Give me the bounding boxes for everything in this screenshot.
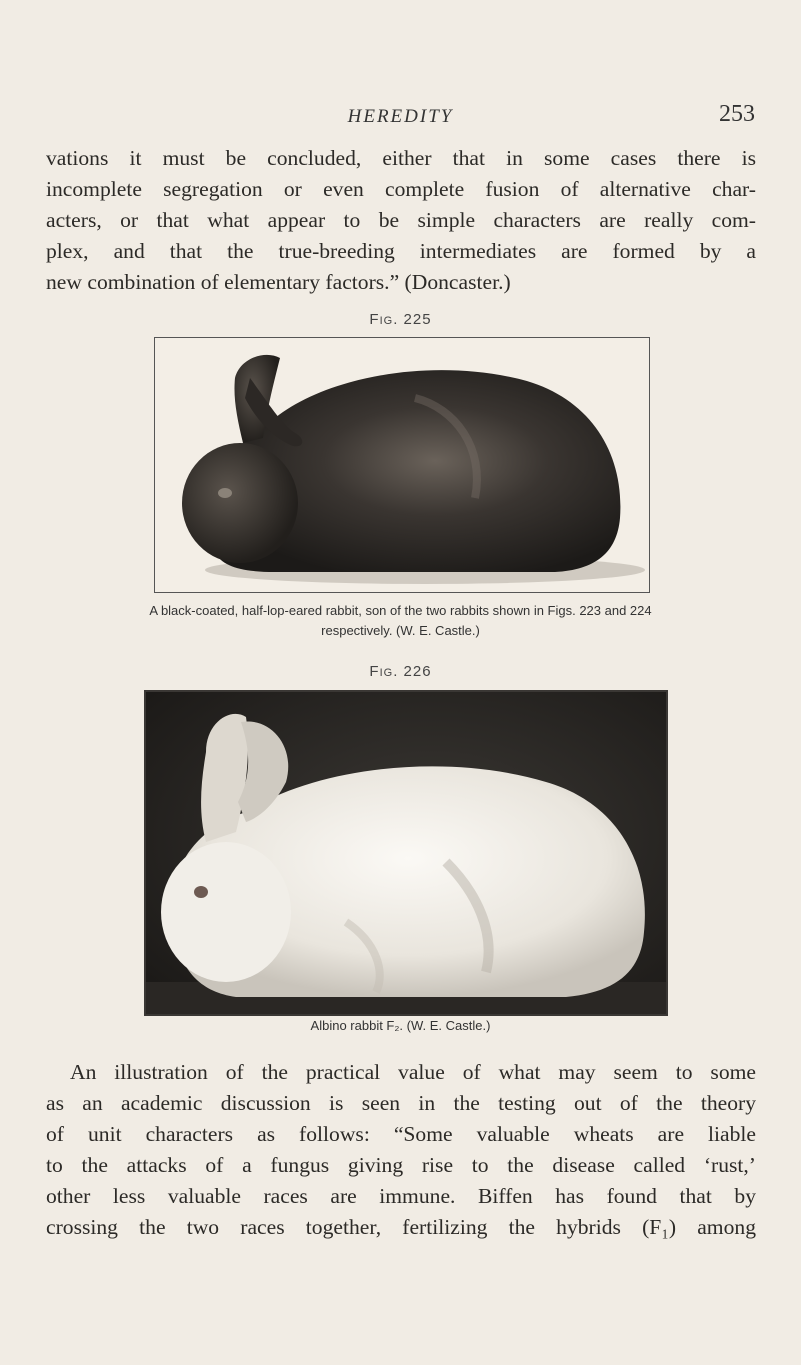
figure-label: Fig. 225 [369, 311, 432, 328]
page-number: 253 [719, 101, 755, 127]
text-line: plex, and that the true-breeding intermediates are formed by a [46, 239, 756, 263]
text-line: as an academic discussion is seen in the testing out of the theory [46, 1091, 756, 1115]
text-line: acters, or that what appear to be simple characters are really com- [46, 208, 756, 232]
figure-caption [70, 1016, 731, 1036]
running-title: HEREDITY [347, 106, 454, 127]
caption-line: Albino rabbit F₂. (W. E. Castle.) [310, 1018, 491, 1033]
albino-rabbit-image [146, 692, 666, 1014]
caption-line: A black-coated, half-lop-eared rabbit, son of the two rabbits shown in Figs. 223 and 224 [149, 603, 652, 618]
top-paragraph [46, 143, 756, 298]
text-line: vations it must be concluded, either that in some cases there is [46, 146, 756, 170]
figure-photo-albino-rabbit [144, 690, 668, 1016]
text-line: new combination of elementary factors.” (Doncaster.) [46, 270, 511, 294]
text-line: of unit characters as follows: “Some valuable wheats are liable [46, 1122, 756, 1146]
text-line: other less valuable races are immune. Biffen has found that by [46, 1184, 756, 1208]
text-line: crossing the two races together, fertilizing the hybrids (F₁) among [46, 1215, 756, 1239]
figure-label: Fig. 226 [369, 663, 432, 680]
caption-line: respectively. (W. E. Castle.) [321, 623, 480, 638]
bottom-paragraph [46, 1057, 756, 1243]
figure-photo-black-rabbit [154, 337, 650, 593]
black-rabbit-image [155, 338, 649, 592]
text-line: An illustration of the practical value of what may seem to some [70, 1060, 756, 1084]
figure-caption [70, 601, 731, 641]
text-line: to the attacks of a fungus giving rise to the disease called ‘rust,’ [46, 1153, 756, 1177]
text-line: incomplete segregation or even complete fusion of alternative char- [46, 177, 756, 201]
